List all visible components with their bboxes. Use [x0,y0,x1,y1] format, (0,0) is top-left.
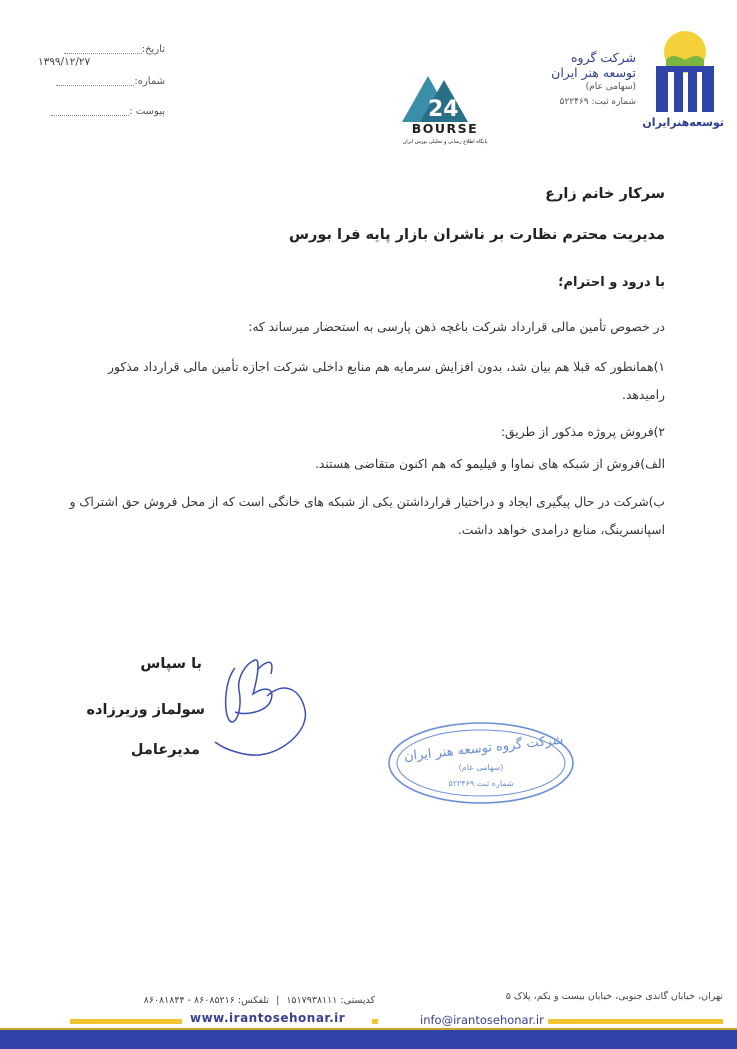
attachment-label: پیوست : [129,106,165,117]
seal-line1: شرکت گروه توسعه هنر ایران [403,732,564,765]
footer-gold-bar-left [70,1019,182,1024]
svg-text:24: 24 [428,97,459,122]
company-logo [652,30,718,112]
number-field [30,76,165,87]
recipient: سرکار خانم زارع [545,186,665,202]
company-name-line2: توسعه هنر ایران [551,65,636,80]
seal-line3: شماره ثبت ۵۲۲۴۶۹ [448,779,514,788]
footer-gold-bar-mid [372,1019,378,1024]
recipient-title: مدیریت محترم نظارت بر ناشران بازار پایه فرا بورس [289,227,665,243]
item-1: ۱)همانطور که قبلا هم بیان شد، بدون افزایش سرمایه هم منابع داخلی شرکت اجازه تأمین مالی قرارداد مذکور رامیدهد. [108,360,665,402]
logo-caption: توسعه‌هنرایران [642,116,724,129]
footer-website[interactable]: www.irantosehonar.ir [190,1011,346,1025]
signer-title: مدیرعامل [130,742,200,758]
footer-address-text: تهران، خیابان گاندی جنوبی، خیابان بیست و یکم، پلاک ۵ [505,991,723,1002]
attachment-field [30,106,165,117]
bottom-band [0,1030,737,1049]
greeting: با درود و احترام؛ [558,275,665,290]
footer-address [378,991,723,1002]
date-field [30,44,165,55]
company-name-block [520,50,636,110]
footer-postal: کدپستی: ۱۵۱۷۹۳۸۱۱۱ [286,995,375,1006]
closing-thanks: با سپاس [140,656,202,672]
footer-gold-bar-right [548,1019,723,1024]
footer-contacts: کدپستی: ۱۵۱۷۹۳۸۱۱۱ | تلفکس: ۸۶۰۸۵۲۱۶ - ۸۶۰۸۱۸۴۴ [143,995,375,1006]
handwritten-signature [205,650,320,765]
company-type: (سهامی عام) [585,82,636,92]
item-2: ۲)فروش پروژه مذکور از طریق: [500,425,665,439]
registration-number: شماره ثبت: ۵۲۲۴۶۹ [559,97,636,107]
footer-email[interactable]: info@irantosehonar.ir [420,1013,544,1027]
footer-phones: تلفکس: ۸۶۰۸۵۲۱۶ - ۸۶۰۸۱۸۴۴ [143,995,270,1006]
number-label: شماره: [134,76,165,87]
company-seal [386,718,576,808]
item-2b: ب)شرکت در حال پیگیری ایجاد و دراختیار قرارداشتن یکی از شبکه های خانگی است که از محل فروش حق اشتراک و اسپانسرینگ، منابع درامدی خواهد داشت. [69,495,665,537]
bourse-logo [398,70,492,148]
bourse-logo-text: BOURSE [411,121,479,136]
company-name-line1: شرکت گروه [570,50,636,65]
seal-line2: (سهامی عام) [458,763,504,772]
date-label: تاریخ: [141,44,165,55]
bourse-logo-subtext: پایگاه اطلاع رسانی و تحلیلی بورس ایران [402,139,488,145]
signer-name: سولماز وزیرزاده [86,702,205,718]
item-2a: الف)فروش از شبکه های نماوا و فیلیمو که هم اکنون متقاضی هستند. [315,457,665,471]
intro-paragraph: در خصوص تأمین مالی قرارداد شرکت باغچه ذهن پارسی به استحضار میرساند که: [248,320,665,334]
date-value: ۱۳۹۹/۱۲/۲۷ [38,56,91,68]
